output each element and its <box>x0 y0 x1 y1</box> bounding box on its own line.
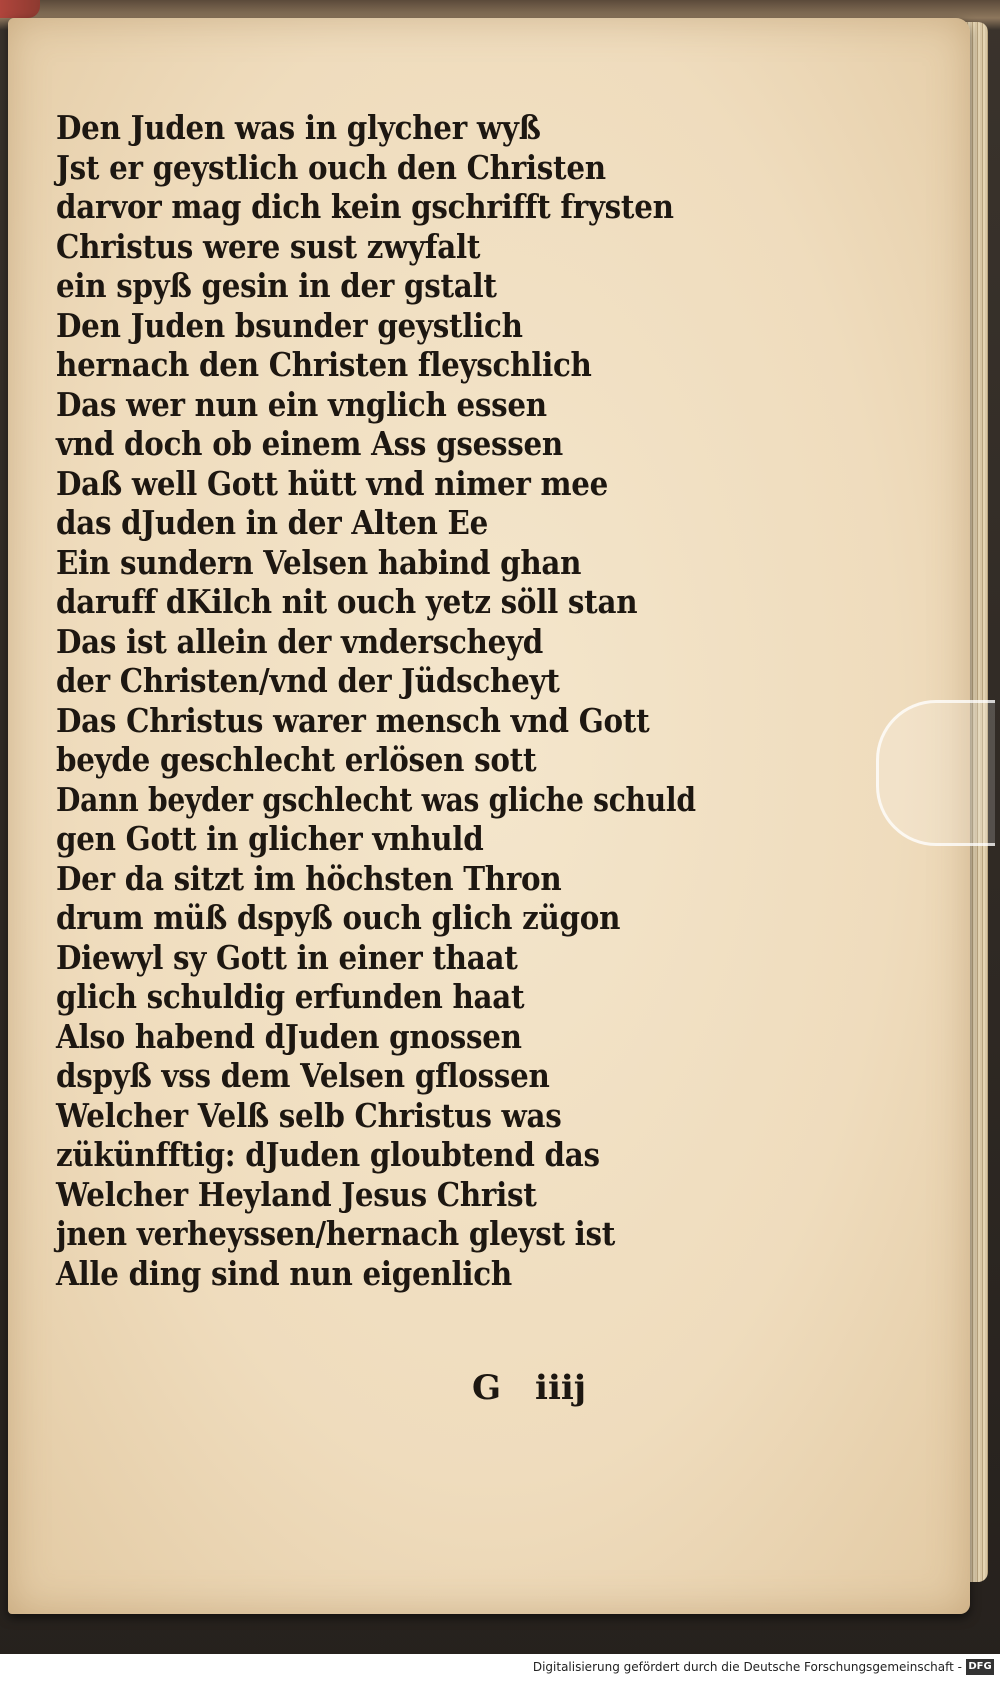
poem-line: vnd doch ob einem Ass gsessen <box>56 424 563 463</box>
poem-line: zükünfftig: dJuden gloubtend das <box>56 1135 600 1174</box>
poem-line: Das ist allein der vnderscheyd <box>56 621 544 661</box>
footer-bar <box>0 1654 1000 1682</box>
show-through-text <box>788 88 958 768</box>
poem-line: Den Juden bsunder geystlich <box>56 305 523 345</box>
poem-line: Christus were sust zwyfalt <box>56 226 481 266</box>
poem-line: der Christen/vnd der Jüdscheyt <box>56 661 560 700</box>
footer-credit: Digitalisierung gefördert durch die Deutsche Forschungsgemeinschaft - <box>532 1660 962 1674</box>
poem-line: Daß well Gott hütt vnd nimer mee <box>56 463 609 503</box>
dfg-logo-icon: DFG <box>966 1659 994 1675</box>
poem-line: Den Juden was in glycher wyß <box>56 108 541 147</box>
poem-line: Der da sitzt im höchsten Thron <box>56 858 562 898</box>
poem-line: drum müß dspyß ouch glich zügon <box>56 898 621 937</box>
signature-mark <box>472 1368 620 1408</box>
poem-line: jnen verheyssen/hernach gleyst ist <box>56 1214 616 1253</box>
book-corner-marker <box>0 0 40 18</box>
poem-line: Welcher Heyland Jesus Christ <box>56 1174 537 1214</box>
poem-line: Das wer nun ein vnglich essen <box>56 384 547 424</box>
poem-line: beyde geschlecht erlösen sott <box>56 740 537 779</box>
poem-line: das dJuden in der Alten Ee <box>56 503 488 542</box>
poem-line: gen Gott in glicher vnhuld <box>56 819 484 858</box>
signature-letter: G <box>472 1368 502 1408</box>
poem-line: Ein sundern Velsen habind ghan <box>56 542 582 582</box>
poem-text-block <box>56 108 776 1293</box>
poem-line: glich schuldig erfunden haat <box>56 977 525 1016</box>
signature-numeral: iiij <box>535 1368 587 1408</box>
poem-line: darvor mag dich kein gschrifft frysten <box>56 187 674 226</box>
poem-line: Diewyl sy Gott in einer thaat <box>56 937 518 977</box>
poem-line: Dann beyder gschlecht was gliche schuld <box>56 779 696 819</box>
poem-line: ein spyß gesin in der gstalt <box>56 266 497 305</box>
poem-line: Alle ding sind nun eigenlich <box>56 1253 512 1293</box>
poem-line: Also habend dJuden gnossen <box>56 1016 522 1056</box>
poem-line: dspyß vss dem Velsen gflossen <box>56 1056 550 1095</box>
poem-line: hernach den Christen fleyschlich <box>56 345 592 384</box>
poem-line: Welcher Velß selb Christus was <box>56 1095 562 1135</box>
page-clip <box>876 700 995 846</box>
poem-line: Jst er geystlich ouch den Christen <box>56 147 606 187</box>
poem-line: daruff dKilch nit ouch yetz söll stan <box>56 582 638 621</box>
poem-line: Das Christus warer mensch vnd Gott <box>56 700 650 740</box>
